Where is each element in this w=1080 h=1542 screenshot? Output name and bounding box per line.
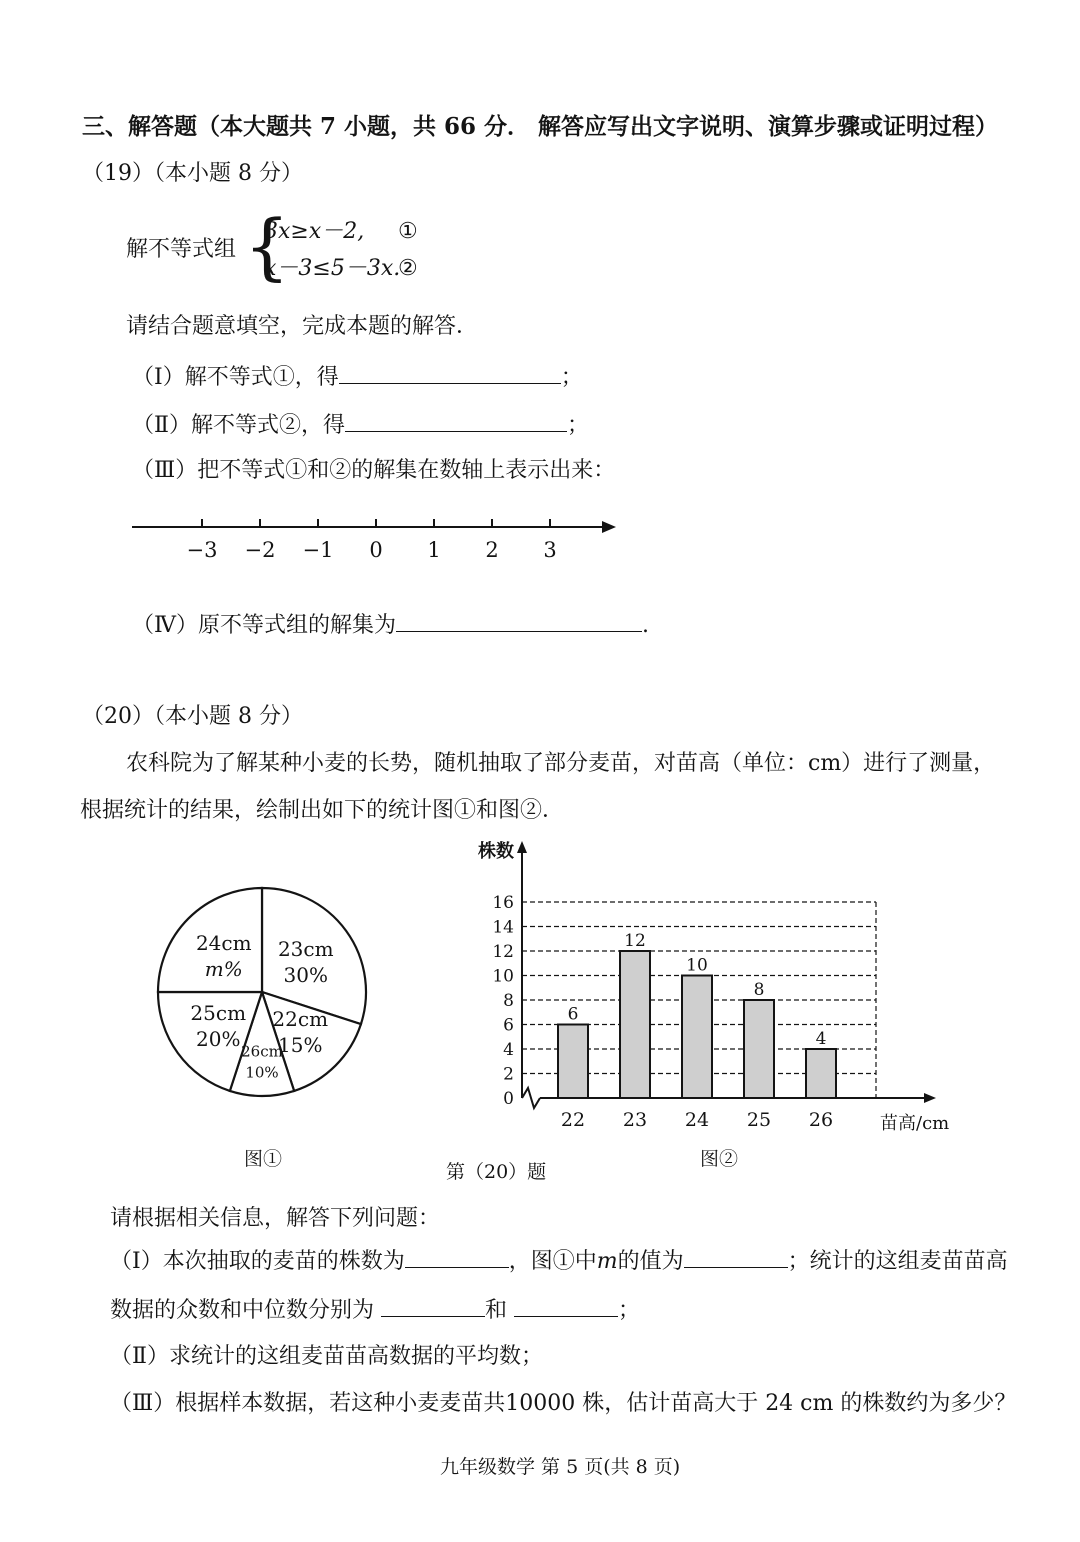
- bar: [558, 1025, 588, 1099]
- x-axis-arrow: [924, 1093, 936, 1103]
- bar-value-label: 4: [815, 1029, 827, 1049]
- part2-text: （Ⅱ）解不等式②，得: [132, 413, 345, 438]
- p1-text-a: （Ⅰ）本次抽取的麦苗的株数为: [110, 1249, 405, 1274]
- x-tick-label: 24: [684, 1109, 710, 1131]
- y-tick-label: 4: [503, 1040, 514, 1060]
- inequality-2-mark: ②: [398, 256, 418, 281]
- q19-instruction: 请结合题意填空，完成本题的解答．: [126, 314, 479, 339]
- p1-line2-b: 和: [485, 1298, 508, 1323]
- p1-text-d: ；统计的这组麦苗苗高: [787, 1249, 1008, 1274]
- pie-slice-value: 30%: [283, 963, 328, 988]
- pie-slice-value: m%: [204, 956, 243, 981]
- pie-slice-label: 22cm: [272, 1007, 329, 1032]
- p1-text-c: 的值为: [617, 1249, 684, 1274]
- part2-answer-blank[interactable]: [345, 409, 567, 432]
- question-caption: 第（20）题: [446, 1161, 547, 1183]
- bar: [620, 951, 650, 1098]
- x-tick-label: 25: [746, 1109, 772, 1131]
- pie-slice-value: 10%: [245, 1063, 279, 1082]
- p1-m: m: [596, 1249, 618, 1274]
- x-tick-label: 26: [808, 1109, 834, 1131]
- p1-text-b: ，图①中: [508, 1249, 597, 1274]
- x-tick-label: 23: [622, 1109, 648, 1131]
- pie-slice-label: 23cm: [277, 937, 334, 962]
- number-line: [120, 505, 630, 575]
- q19-part3: （Ⅲ）把不等式①和②的解集在数轴上表示出来：: [132, 458, 616, 483]
- axis-tick-label: 3: [543, 538, 557, 562]
- y-tick-label: 0: [503, 1089, 514, 1109]
- pie-slice-value: 15%: [278, 1033, 323, 1058]
- q20-part1-line1: [110, 1245, 1008, 1276]
- p1-line2-c: ；: [618, 1298, 641, 1323]
- part1-text: （Ⅰ）解不等式①，得: [132, 365, 339, 390]
- bar-chart: [460, 835, 970, 1135]
- pie-slice-label: 24cm: [195, 930, 252, 955]
- m-value-blank[interactable]: [684, 1245, 788, 1268]
- pie-slice-label: 25cm: [190, 1000, 247, 1025]
- axis-tick-label: 2: [485, 538, 499, 562]
- axis-break: [522, 1088, 540, 1108]
- part4-end: .: [641, 613, 649, 638]
- axis-tick-label: 1: [427, 538, 441, 562]
- number-line-arrow: [602, 521, 616, 533]
- p1-line2-a: 数据的众数和中位数分别为: [110, 1298, 375, 1323]
- y-tick-label: 8: [503, 991, 514, 1011]
- q20-ask: 请根据相关信息，解答下列问题：: [110, 1206, 441, 1231]
- inequality-2: x－3≤5－3x.: [264, 256, 401, 281]
- q20-part3: （Ⅲ）根据样本数据，若这种小麦麦苗共10000 株，估计苗高大于 24 cm 的株数约为多少？: [110, 1391, 1017, 1416]
- inequality-1-mark: ①: [398, 219, 418, 244]
- y-tick-label: 14: [492, 917, 514, 938]
- x-axis-label: 苗高/cm: [880, 1113, 950, 1134]
- part1-answer-blank[interactable]: [339, 361, 561, 384]
- pie-chart: [150, 880, 375, 1105]
- part4-text: （Ⅳ）原不等式组的解集为: [132, 613, 396, 638]
- bar-value-label: 6: [567, 1004, 579, 1025]
- part1-end: ；: [560, 365, 583, 390]
- sample-count-blank[interactable]: [405, 1245, 509, 1268]
- y-axis-label: 株数: [478, 841, 514, 862]
- axis-tick-label: 0: [369, 538, 383, 562]
- q20-intro-line1: 农科院为了解某种小麦的长势，随机抽取了部分麦苗，对苗高（单位：cm）进行了测量，: [126, 751, 996, 776]
- y-tick-label: 2: [503, 1064, 514, 1085]
- q20-title: （20）（本小题 8 分）: [82, 704, 303, 729]
- part2-end: ；: [566, 413, 589, 438]
- axis-tick-label: −2: [244, 538, 276, 562]
- mode-blank[interactable]: [381, 1294, 485, 1317]
- section-heading: 三、解答题（本大题共 7 小题，共 66 分． 解答应写出文字说明、演算步骤或证明过程）: [82, 113, 999, 140]
- bar-value-label: 8: [753, 980, 765, 1000]
- q19-part1: [132, 361, 583, 392]
- y-tick-label: 10: [492, 966, 514, 987]
- q19-title: （19）（本小题 8 分）: [82, 161, 303, 186]
- q20-intro-line2: 根据统计的结果，绘制出如下的统计图①和图②．: [80, 798, 565, 823]
- y-tick-label: 6: [503, 1015, 514, 1036]
- q19-system-label: 解不等式组: [126, 237, 237, 262]
- y-axis-arrow: [517, 841, 527, 853]
- bar: [682, 976, 712, 1099]
- page-footer: 九年级数学 第 5 页(共 8 页): [440, 1456, 681, 1478]
- x-tick-label: 22: [560, 1109, 586, 1131]
- inequality-1: 3x≥x－2,: [264, 219, 365, 244]
- system-brace: {: [244, 204, 290, 288]
- q19-part4: [132, 609, 649, 640]
- q20-part1-line2: [110, 1294, 640, 1325]
- pie-slice-label: 26cm: [241, 1042, 283, 1061]
- pie-slice-value: 20%: [196, 1026, 241, 1051]
- axis-tick-label: −1: [302, 538, 334, 562]
- pie-caption: 图①: [244, 1148, 283, 1170]
- y-tick-label: 12: [492, 942, 514, 962]
- part4-answer-blank[interactable]: [396, 609, 642, 632]
- bar-value-label: 10: [686, 955, 708, 976]
- bar-caption: 图②: [700, 1148, 739, 1170]
- bar: [744, 1000, 774, 1098]
- q19-part2: [132, 409, 589, 440]
- y-tick-label: 16: [492, 893, 514, 913]
- bar-value-label: 12: [624, 931, 646, 951]
- axis-tick-label: −3: [186, 538, 218, 562]
- q20-part2: （Ⅱ）求统计的这组麦苗苗高数据的平均数；: [110, 1344, 543, 1369]
- median-blank[interactable]: [514, 1294, 618, 1317]
- bar: [806, 1049, 836, 1098]
